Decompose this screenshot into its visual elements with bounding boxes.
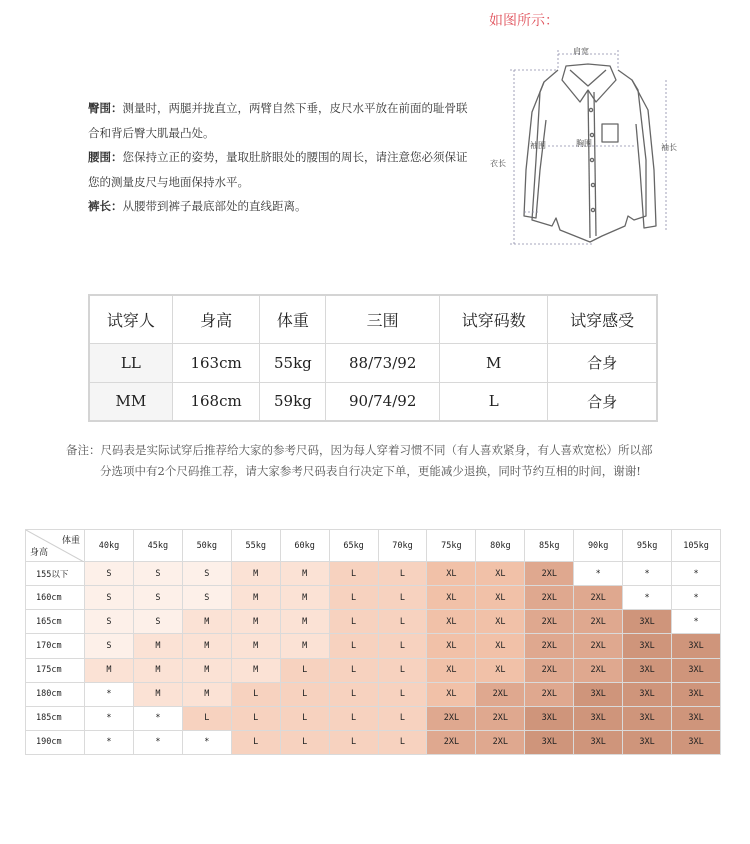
size-cell: M: [182, 682, 231, 706]
size-cell: L: [329, 634, 378, 658]
size-cell: S: [133, 586, 182, 610]
height-header: 175cm: [26, 658, 85, 682]
size-cell: L: [329, 562, 378, 586]
fitting-table-header: [89, 295, 657, 343]
size-cell: L: [378, 634, 427, 658]
size-cell: 2XL: [476, 682, 525, 706]
tester-weight: 55kg: [260, 343, 326, 382]
weight-header: 70kg: [378, 530, 427, 562]
size-cell: L: [280, 682, 329, 706]
size-cell: M: [133, 634, 182, 658]
size-chart-table: [25, 529, 721, 755]
size-cell: M: [280, 586, 329, 610]
size-chart-header: [26, 530, 721, 562]
height-header: 160cm: [26, 586, 85, 610]
weight-header: 60kg: [280, 530, 329, 562]
height-header: 190cm: [26, 730, 85, 754]
weight-header: 55kg: [231, 530, 280, 562]
weight-header: 105kg: [672, 530, 721, 562]
instruction-term: 腰围：: [88, 150, 123, 164]
size-row: [26, 610, 721, 634]
size-cell: L: [231, 682, 280, 706]
height-header: 165cm: [26, 610, 85, 634]
instruction-waist: [88, 145, 478, 194]
size-cell: M: [280, 610, 329, 634]
size-cell: *: [182, 730, 231, 754]
note-line-1: 备注：尺码表是实际试穿后推荐给大家的参考尺码，因为每人穿着习惯不同（有人喜欢紧身，有人喜欢宽松）所以部: [66, 443, 653, 457]
size-cell: 2XL: [525, 586, 574, 610]
size-cell: 3XL: [672, 706, 721, 730]
header-height: 身高: [172, 295, 260, 343]
tester-height: 163cm: [172, 343, 260, 382]
size-cell: 2XL: [574, 610, 623, 634]
weight-header: 95kg: [623, 530, 672, 562]
size-cell: 3XL: [672, 634, 721, 658]
tester-name: MM: [89, 382, 172, 421]
size-cell: 3XL: [623, 634, 672, 658]
size-cell: L: [329, 658, 378, 682]
size-cell: 2XL: [476, 706, 525, 730]
size-cell: XL: [427, 586, 476, 610]
size-cell: S: [85, 586, 134, 610]
size-cell: 3XL: [672, 682, 721, 706]
tester-height: 168cm: [172, 382, 260, 421]
size-cell: 3XL: [672, 658, 721, 682]
weight-header: 90kg: [574, 530, 623, 562]
size-cell: 3XL: [623, 610, 672, 634]
size-chart-corner: [26, 530, 85, 562]
tester-fit: 合身: [548, 343, 657, 382]
size-cell: M: [133, 658, 182, 682]
size-cell: M: [182, 610, 231, 634]
weight-axis-label: 体重: [61, 536, 80, 546]
weight-header: 40kg: [85, 530, 134, 562]
height-header: 170cm: [26, 634, 85, 658]
size-cell: S: [182, 562, 231, 586]
size-cell: M: [182, 634, 231, 658]
size-cell: *: [623, 562, 672, 586]
size-cell: 2XL: [525, 682, 574, 706]
instruction-term: 臀围：: [88, 101, 123, 115]
size-cell: L: [378, 610, 427, 634]
shoulder-width-label: 肩宽: [573, 47, 589, 56]
weight-header: 85kg: [525, 530, 574, 562]
weight-header: 80kg: [476, 530, 525, 562]
size-cell: L: [378, 658, 427, 682]
size-cell: M: [231, 562, 280, 586]
instruction-hip: [88, 96, 478, 145]
tester-name: LL: [89, 343, 172, 382]
size-cell: L: [329, 682, 378, 706]
figure-caption: 如图所示：: [489, 13, 559, 29]
header-size-tried: 试穿码数: [440, 295, 548, 343]
size-row: [26, 658, 721, 682]
weight-header: 50kg: [182, 530, 231, 562]
size-cell: *: [133, 730, 182, 754]
shirt-measurement-figure: [490, 40, 696, 252]
size-cell: 3XL: [672, 730, 721, 754]
size-cell: M: [133, 682, 182, 706]
size-cell: L: [378, 706, 427, 730]
height-axis-label: 身高: [30, 548, 49, 558]
size-cell: S: [133, 562, 182, 586]
size-cell: *: [672, 610, 721, 634]
size-cell: 3XL: [574, 682, 623, 706]
header-weight: 体重: [260, 295, 326, 343]
header-fit-feeling: 试穿感受: [548, 295, 657, 343]
chest-label: 胸围: [576, 139, 592, 148]
size-cell: 2XL: [525, 610, 574, 634]
size-cell: XL: [476, 634, 525, 658]
size-cell: L: [280, 658, 329, 682]
size-cell: XL: [427, 610, 476, 634]
header-tester: 试穿人: [89, 295, 172, 343]
weight-header: 45kg: [133, 530, 182, 562]
size-note: [66, 440, 706, 482]
instruction-pants-length: [88, 194, 478, 219]
tester-fit: 合身: [548, 382, 657, 421]
size-cell: M: [231, 634, 280, 658]
size-cell: 2XL: [574, 586, 623, 610]
size-cell: 3XL: [574, 730, 623, 754]
size-cell: M: [231, 658, 280, 682]
size-cell: S: [133, 610, 182, 634]
note-line-2: 分选项中有2个尺码推工荐，请大家参考尺码表自行决定下单，更能减少退换，同时节约互相的时间，谢谢!: [100, 464, 641, 478]
size-cell: XL: [476, 586, 525, 610]
tester-measurements: 90/74/92: [326, 382, 440, 421]
size-row: [26, 634, 721, 658]
tester-measurements: 88/73/92: [326, 343, 440, 382]
size-row: [26, 730, 721, 754]
size-cell: L: [378, 586, 427, 610]
size-cell: 3XL: [574, 706, 623, 730]
size-cell: XL: [427, 562, 476, 586]
tester-weight: 59kg: [260, 382, 326, 421]
cuff-label: 袖围: [530, 141, 546, 150]
size-row: [26, 682, 721, 706]
size-cell: 3XL: [623, 682, 672, 706]
size-cell: M: [231, 610, 280, 634]
size-chart-body: [26, 562, 721, 755]
header-measurements: 三围: [326, 295, 440, 343]
weight-header: 65kg: [329, 530, 378, 562]
garment-length-label: 衣长: [490, 159, 506, 168]
size-cell: XL: [427, 658, 476, 682]
size-cell: L: [280, 706, 329, 730]
size-cell: S: [85, 634, 134, 658]
size-cell: 3XL: [623, 706, 672, 730]
size-cell: L: [378, 730, 427, 754]
size-cell: 2XL: [525, 634, 574, 658]
size-cell: 3XL: [623, 730, 672, 754]
size-cell: L: [329, 610, 378, 634]
size-cell: L: [280, 730, 329, 754]
size-cell: 2XL: [525, 562, 574, 586]
size-cell: L: [182, 706, 231, 730]
size-cell: S: [85, 562, 134, 586]
size-cell: *: [85, 682, 134, 706]
size-cell: L: [231, 706, 280, 730]
size-cell: *: [672, 586, 721, 610]
size-cell: *: [133, 706, 182, 730]
size-cell: L: [329, 586, 378, 610]
size-cell: M: [182, 658, 231, 682]
size-cell: 2XL: [574, 634, 623, 658]
size-cell: *: [623, 586, 672, 610]
size-cell: L: [329, 730, 378, 754]
size-cell: 2XL: [427, 706, 476, 730]
size-row: [26, 562, 721, 586]
size-cell: *: [85, 730, 134, 754]
size-cell: M: [231, 586, 280, 610]
size-cell: S: [85, 610, 134, 634]
measurement-instructions: [88, 96, 478, 219]
size-cell: *: [574, 562, 623, 586]
size-cell: XL: [476, 658, 525, 682]
size-cell: 2XL: [574, 658, 623, 682]
size-cell: 2XL: [476, 730, 525, 754]
fitting-row: [89, 343, 657, 382]
size-cell: 3XL: [623, 658, 672, 682]
size-cell: XL: [427, 682, 476, 706]
size-cell: M: [280, 562, 329, 586]
size-cell: M: [85, 658, 134, 682]
tester-size: M: [440, 343, 548, 382]
height-header: 185cm: [26, 706, 85, 730]
fitting-table: [88, 294, 658, 422]
tester-size: L: [440, 382, 548, 421]
instruction-term: 裤长：: [88, 199, 123, 213]
fitting-row: [89, 382, 657, 421]
size-cell: *: [672, 562, 721, 586]
size-cell: XL: [427, 634, 476, 658]
instruction-text: 从腰带到裤子最底部处的直线距离。: [122, 199, 307, 213]
size-cell: L: [329, 706, 378, 730]
size-cell: 3XL: [525, 706, 574, 730]
size-cell: S: [182, 586, 231, 610]
size-row: [26, 706, 721, 730]
sleeve-length-label: 袖长: [661, 143, 677, 152]
size-cell: L: [378, 682, 427, 706]
height-header: 155以下: [26, 562, 85, 586]
size-cell: XL: [476, 610, 525, 634]
size-cell: *: [85, 706, 134, 730]
size-cell: 3XL: [525, 730, 574, 754]
size-cell: L: [378, 562, 427, 586]
size-cell: XL: [476, 562, 525, 586]
instruction-text: 测量时，两腿并拢直立，两臂自然下垂，皮尺水平放在前面的耻骨联合和背后臀大肌最凸处。: [88, 101, 468, 140]
size-cell: 2XL: [427, 730, 476, 754]
height-header: 180cm: [26, 682, 85, 706]
size-cell: L: [231, 730, 280, 754]
weight-header: 75kg: [427, 530, 476, 562]
size-cell: M: [280, 634, 329, 658]
size-cell: 2XL: [525, 658, 574, 682]
instruction-text: 您保持立正的姿势，量取肚脐眼处的腰围的周长，请注意您必须保证您的测量皮尺与地面保持水平。: [88, 150, 468, 189]
size-row: [26, 586, 721, 610]
